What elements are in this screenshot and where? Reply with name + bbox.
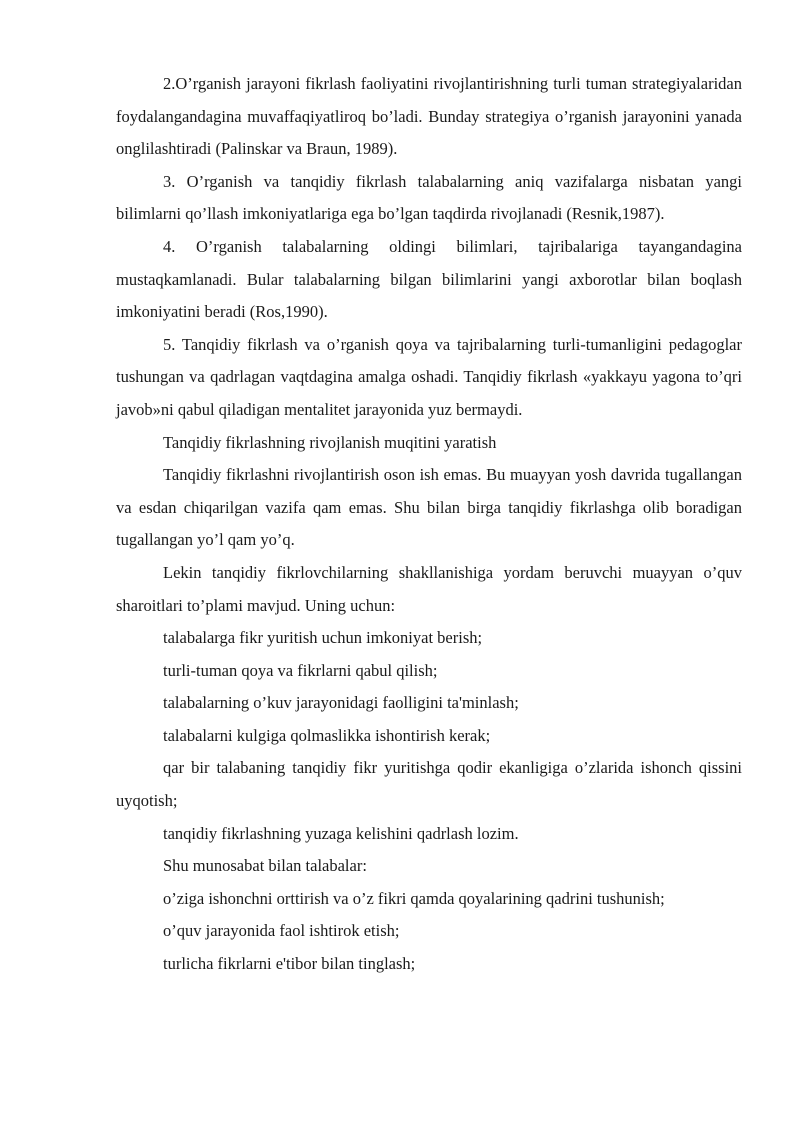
paragraph-strategies: 2.O’rganish jarayoni fikrlash faoliyatini rivojlantirishning turli tuman strategiyalaridan foydalangandagina muvaffaqiyatliroq bo’ladi. Bunday strategiya o’rganish jarayonini yanada onglilashtiradi (Palinskar va Braun, 1989). — [116, 74, 742, 159]
list-item: talabalarning o’kuv jarayonidagi faolligini ta'minlash; — [163, 693, 519, 713]
paragraph-diversity: 5. Tanqidiy fikrlash va o’rganish qoya va tajribalarning turli-tumanligini pedagoglar tushungan va qadrlagan vaqtdagina amalga oshadi. Tanqidiy fikrlash «yakkayu yagona to’qri javob»ni qabul qiladigan mentalitet jarayonida yuz bermaydi. — [116, 334, 742, 419]
list-item: qar bir talabaning tanqidiy fikr yuritishga qodir ekanligiga o’zlarida ishonch qissini uyqotish; — [116, 758, 742, 811]
paragraph-prior-knowledge: 4. O’rganish talabalarning oldingi bilimlari, tajribalariga tayangandagina mustaqkamlanadi. Bular talabalarning bilgan bilimlarini yangi axborotlar bilan boqlash imkoniyatini beradi (Ros,1990). — [116, 236, 742, 322]
list-item: o’ziga ishonchni orttirish va o’z fikri qamda qoyalarining qadrini tushunish; — [163, 888, 665, 908]
list-item: tanqidiy fikrlashning yuzaga kelishini qadrlash lozim. — [163, 823, 519, 843]
paragraph-students-intro: Shu munosabat bilan talabalar: — [163, 856, 367, 876]
paragraph-not-easy: Tanqidiy fikrlashni rivojlantirish oson ish emas. Bu muayyan yosh davrida tugallangan va esdan chiqarilgan vazifa qam emas. Shu bilan birga tanqidiy fikrlashga olib boradigan tugallangan yo’l qam yo’q. — [116, 465, 742, 550]
section-heading: Tanqidiy fikrlashning rivojlanish muqitini yaratish — [163, 432, 497, 452]
list-item: turli-tuman qoya va fikrlarni qabul qilish; — [163, 660, 438, 680]
document-page — [116, 68, 742, 981]
list-item: talabalarga fikr yuritish uchun imkoniyat berish; — [163, 628, 483, 648]
list-item: o’quv jarayonida faol ishtirok etish; — [163, 921, 400, 941]
list-item: turlicha fikrlarni e'tibor bilan tinglash; — [163, 954, 416, 974]
list-item: talabalarni kulgiga qolmaslikka ishontirish kerak; — [163, 725, 491, 745]
paragraph-applying-knowledge: 3. O’rganish va tanqidiy fikrlash talabalarning aniq vazifalarga nisbatan yangi bilimlarni qo’llash imkoniyatlariga ega bo’lgan taqdirda rivojlanadi (Resnik,1987). — [116, 171, 742, 224]
paragraph-conditions: Lekin tanqidiy fikrlovchilarning shakllanishiga yordam beruvchi muayyan o’quv sharoitlari to’plami mavjud. Uning uchun: — [116, 562, 742, 615]
